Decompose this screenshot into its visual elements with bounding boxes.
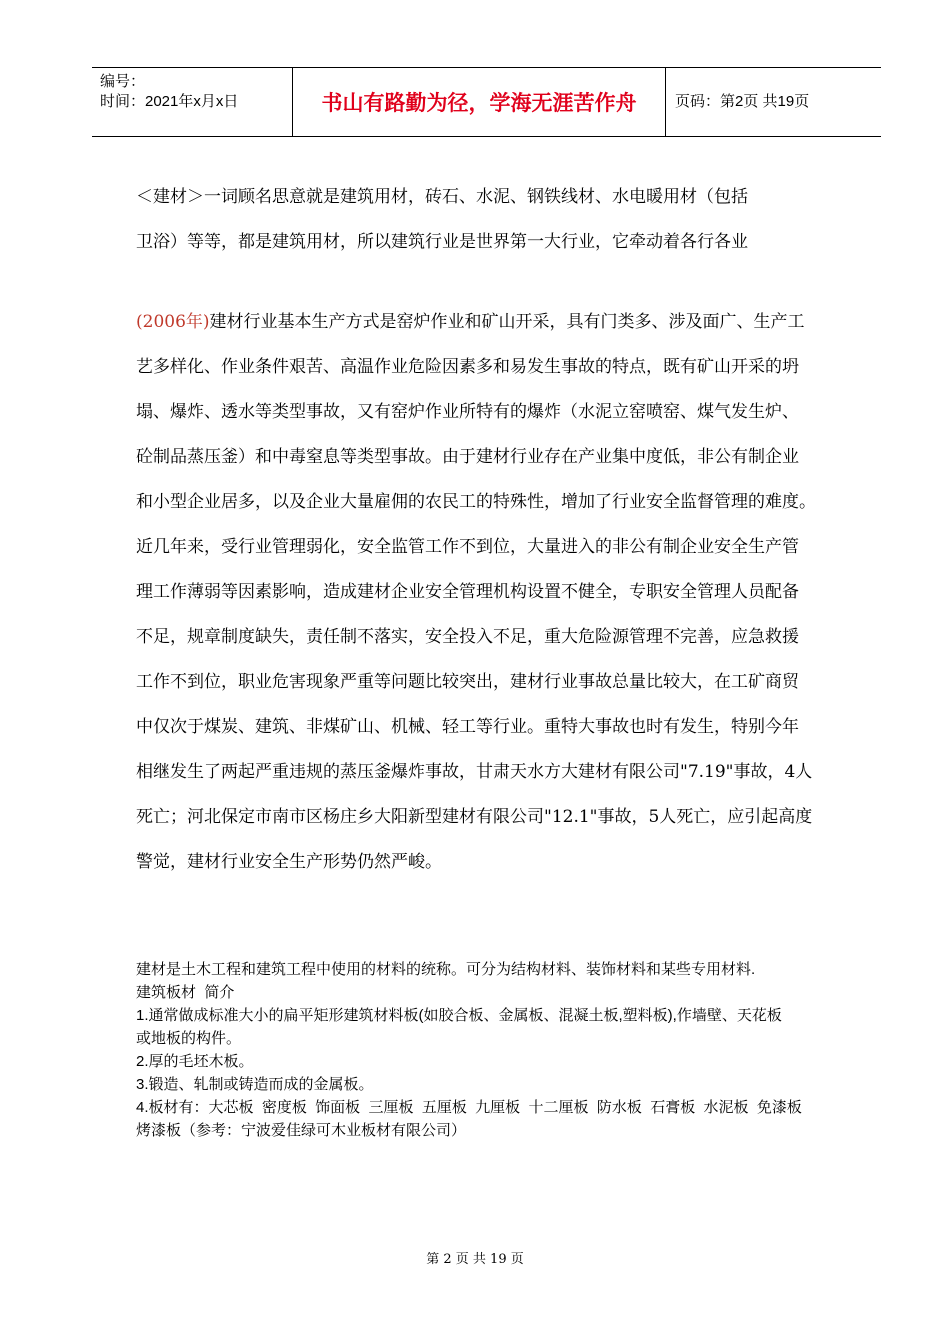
definition-line: 建筑板材 简介 (136, 984, 235, 1001)
article-line: 死亡；河北保定市南市区杨庄乡大阳新型建材有限公司"12.1"事故，5人死亡，应引起高度 (136, 807, 813, 827)
header-page-cell (665, 68, 881, 136)
document-header (92, 67, 881, 137)
article-paragraph (136, 300, 856, 885)
article-line: 工作不到位，职业危害现象严重等问题比较突出，建材行业事故总量比较大，在工矿商贸 (136, 672, 799, 692)
article-line: 警觉，建材行业安全生产形势仍然严峻。 (136, 852, 442, 872)
intro-paragraph (136, 175, 856, 265)
document-number-label: 编号： (100, 73, 146, 90)
definition-line: 建材是土木工程和建筑工程中使用的材料的统称。可分为结构材料、装饰材料和某些专用材料. (136, 961, 756, 978)
definition-line: 烤漆板（参考：宁波爱佳绿可木业板材有限公司） (136, 1122, 467, 1139)
definition-line: 1.通常做成标准大小的扁平矩形建筑材料板(如胶合板、金属板、混凝土板,塑料板),作墙壁、天花板 (136, 1007, 782, 1024)
year-tag: (2006年) (136, 312, 210, 332)
definition-line: 4.板材有：大芯板 密度板 饰面板 三厘板 五厘板 九厘板 十二厘板 防水板 石膏板 水泥板 免漆板 (136, 1099, 802, 1116)
header-page-info: 页码：第2页 共19页 (675, 93, 810, 110)
article-line: 近几年来，受行业管理弱化，安全监管工作不到位，大量进入的非公有制企业安全生产管 (136, 537, 799, 557)
article-line: 塌、爆炸、透水等类型事故，又有窑炉作业所特有的爆炸（水泥立窑喷窑、煤气发生炉、 (136, 402, 799, 422)
article-line: 理工作薄弱等因素影响，造成建材企业安全管理机构设置不健全，专职安全管理人员配备 (136, 582, 799, 602)
page-footer: 第 2 页 共 19 页 (426, 1252, 524, 1267)
article-line (136, 300, 856, 345)
definition-line: 3.锻造、轧制或铸造而成的金属板。 (136, 1076, 374, 1093)
header-motto: 书山有路勤为径，学海无涯苦作舟 (321, 91, 637, 115)
article-line: 和小型企业居多，以及企业大量雇佣的农民工的特殊性，增加了行业安全监督管理的难度。 (136, 492, 816, 512)
article-line: 中仅次于煤炭、建筑、非煤矿山、机械、轻工等行业。重特大事故也时有发生，特别今年 (136, 717, 799, 737)
definition-line: 或地板的构件。 (136, 1030, 242, 1047)
definition-line: 2.厚的毛坯木板。 (136, 1053, 254, 1070)
article-line: 不足，规章制度缺失，责任制不落实，安全投入不足，重大危险源管理不完善，应急救援 (136, 627, 799, 647)
article-line: 相继发生了两起严重违规的蒸压釜爆炸事故，甘肃天水方大建材有限公司"7.19"事故，4人 (136, 762, 813, 782)
definitions-section (136, 958, 836, 1142)
document-time-label: 时间：2021年x月x日 (100, 93, 239, 110)
header-meta-cell (92, 68, 292, 136)
article-first-line-text: 建材行业基本生产方式是窑炉作业和矿山开采，具有门类多、涉及面广、生产工 (209, 312, 805, 332)
intro-line: 卫浴）等等，都是建筑用材，所以建筑行业是世界第一大行业，它牵动着各行各业 (136, 232, 748, 252)
article-line: 砼制品蒸压釜）和中毒窒息等类型事故。由于建材行业存在产业集中度低，非公有制企业 (136, 447, 799, 467)
intro-line: ＜建材＞一词顾名思意就是建筑用材，砖石、水泥、钢铁线材、水电暖用材（包括 (136, 187, 748, 207)
article-line: 艺多样化、作业条件艰苦、高温作业危险因素多和易发生事故的特点，既有矿山开采的坍 (136, 357, 799, 377)
header-motto-cell (292, 68, 666, 136)
